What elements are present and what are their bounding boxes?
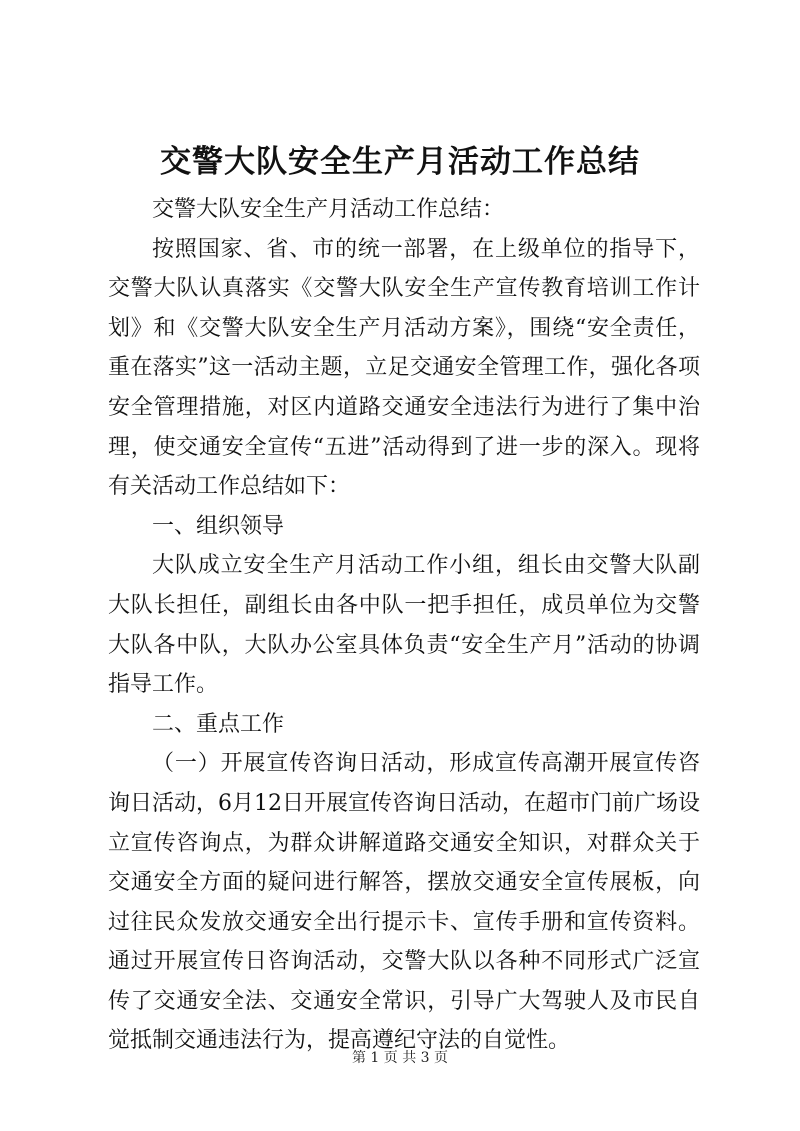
paragraph-organization: 大队成立安全生产月活动工作小组，组长由交警大队副大队长担任，副组长由各中队一把手担任，成员单位为交警大队各中队，大队办公室具体负责“安全生产月”活动的协调指导工作。 — [108, 553, 700, 698]
paragraph-intro: 按照国家、省、市的统一部署，在上级单位的指导下，交警大队认真落实《交警大队安全生产宣传教育培训工作计划》和《交警大队安全生产月活动方案》，围绕“安全责任，重在落实”这一活动主题，立足交通安全管理工作，强化各项安全管理措施，对区内道路交通安全违法行为进行了集中治理，使交通安全宣传“五进”活动得到了进一步的深入。现将有关活动工作总结如下： — [108, 236, 700, 500]
paragraph-salutation: 交警大队安全生产月活动工作总结： — [152, 197, 505, 222]
page-number-footer: 第 1 页 共 3 页 — [351, 1050, 449, 1066]
document-body — [108, 190, 700, 1061]
document-title: 交警大队安全生产月活动工作总结 — [160, 144, 640, 180]
section-heading-key-work: 二、重点工作 — [152, 711, 285, 737]
section-heading-organization: 一、组织领导 — [152, 513, 285, 539]
paragraph-key-work-1: （一）开展宣传咨询日活动，形成宣传高潮开展宣传咨询日活动，6月12日开展宣传咨询日活动，在超市门前广场设立宣传咨询点，为群众讲解道路交通安全知识，对群众关于交通安全方面的疑问进行解答，摆放交通安全宣传展板，向过往民众发放交通安全出行提示卡、宣传手册和宣传资料。通过开展宣传日咨询活动，交警大队以各种不同形式广泛宣传了交通安全法、交通安全常识，引导广大驾驶人及市民自觉抵制交通违法行为，提高遵纪守法的自觉性。 — [108, 751, 700, 1054]
